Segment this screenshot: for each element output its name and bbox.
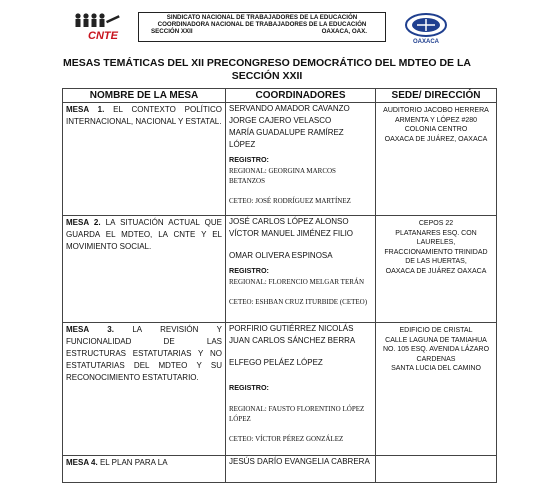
mesa-text: EL PLAN PARA LA [99,458,168,467]
coordinador-name: SERVANDO AMADOR CAVANZO [229,104,350,113]
mesa-text: LA SITUACIÓN ACTUAL QUE GUARDA EL MDTEO, LA CNTE Y EL MOVIMIENTO SOCIAL. [66,218,222,251]
coordinadores-cell [226,323,376,456]
coordinador-name: VÍCTOR MANUEL JIMÉNEZ FILIO [229,229,354,238]
sede-cell [376,323,497,456]
mesa-name-cell [63,216,226,323]
coordinador-name: JOSÉ CARLOS LÓPEZ ALONSO [229,217,349,226]
registro-regional: REGIONAL: FAUSTO FLORENTINO LÓPEZ LÓPEZ [229,405,365,423]
cnte-logo [70,12,126,42]
header-line-2: COORDINADORA NACIONAL DE TRABAJADORES DE LA EDUCACIÓN [157,21,367,28]
mesa-text: EL CONTEXTO POLÍTICO INTERNACIONAL, NACIONAL Y ESTATAL. [66,105,222,126]
mesa-name-cell [63,103,226,216]
sede-line: NO. 105 ESQ. AVENIDA LÁZARO [382,346,490,353]
sede-cell [376,456,497,483]
header-box [138,12,386,42]
sede-line: OAXACA DE JUÁREZ OAXACA [385,267,487,275]
registro-ceteo: CETEO: JOSÉ RODRÍGUEZ MARTÍNEZ [229,197,351,205]
registro-regional: REGIONAL: FLORENCIO MELGAR TERÁN [229,278,365,286]
header-city: OAXACA, OAX. [321,28,367,35]
registro-ceteo: CETEO: ESHBAN CRUZ ITURBIDE (CETEO) [229,298,368,306]
sede-line: AUDITORIO JACOBO HERRERA [383,107,489,114]
seccion-xxii-logo [404,12,448,46]
registro-label: REGISTRO: [229,383,269,392]
mesa-label: MESA 4. [66,458,98,467]
table-row [63,103,497,216]
seccion-logo-text: OAXACA [412,39,440,45]
sede-line: COLONIA CENTRO [404,126,468,133]
sede-line: DE LAS HUERTAS, [405,258,467,265]
document-title: MESAS TEMÁTICAS DEL XII PRECONGRESO DEMOCRÁTICO DEL MDTEO DE LA SECCIÓN XXII [63,57,471,82]
sede-line: CALLE LAGUNA DE TAMIAHUA [385,336,487,344]
registro-regional: REGIONAL: GEORGINA MARCOS BETANZOS [229,167,336,185]
registro-label: REGISTRO: [229,155,269,164]
sede-line: EDIFICIO DE CRISTAL [399,327,473,334]
registro-ceteo: CETEO: VÍCTOR PÉREZ GONZÁLEZ [229,435,344,443]
mesa-name-cell [63,323,226,456]
table-row [63,456,497,483]
sede-line: FRACCIONAMIENTO TRINIDAD [384,248,488,256]
coordinador-name: JORGE CAJERO VELASCO [229,116,332,125]
sede-line: CEPOS 22 [418,220,454,227]
coordinadores-cell [226,103,376,216]
sede-line: CARDENAS [416,355,456,363]
sede-line: OAXACA DE JUÁREZ, OAXACA [384,135,488,143]
coordinador-name: OMAR OLIVERA ESPINOSA [229,251,333,260]
header-line-1: SINDICATO NACIONAL DE TRABAJADORES DE LA EDUCACIÓN [166,14,358,21]
coordinadores-cell [226,216,376,323]
cnte-logo-text: CNTE [88,30,118,42]
registro-label: REGISTRO: [229,266,269,275]
col-header-coordinadores: COORDINADORES [226,89,376,103]
mesa-text: LA REVISIÓN Y FUNCIONALIDAD DE LAS ESTRUCTURAS ESTATUTARIAS Y NO ESTATUTARIAS DEL MDTEO Y SU RECONOCIMIENTO ESTATUTARIO. [66,325,222,382]
sede-line: LAURELES, [416,239,456,246]
sede-line: PLATANARES ESQ. CON [395,229,477,237]
mesa-label: MESA 2. [66,218,101,227]
sede-cell [376,216,497,323]
table-row [63,216,497,323]
col-header-nombre: NOMBRE DE LA MESA [63,89,226,103]
col-header-sede: SEDE/ DIRECCIÓN [376,89,497,103]
coordinador-name: PORFIRIO GUTIÉRREZ NICOLÁS [229,324,354,333]
coordinadores-cell [226,456,376,483]
table-header-row [63,89,497,103]
mesas-table [62,88,497,483]
header-section: SECCIÓN XXII [151,28,193,35]
coordinador-name: JUAN CARLOS SÁNCHEZ BERRA [229,336,356,345]
table-row [63,323,497,456]
mesa-label: MESA 1. [66,105,105,114]
sede-line: SANTA LUCIA DEL CAMINO [391,365,481,372]
coordinador-name: ELFEGO PELÁEZ LÓPEZ [229,358,323,367]
mesa-label: MESA 3. [66,325,114,334]
sede-cell [376,103,497,216]
coordinador-name: MARÍA GUADALUPE RAMÍREZ LÓPEZ [229,128,344,149]
mesa-name-cell [63,456,226,483]
sede-line: ARMENTA Y LÓPEZ #280 [394,116,478,124]
coordinador-name: JESÚS DARÍO EVANGELIA CABRERA [229,457,370,466]
